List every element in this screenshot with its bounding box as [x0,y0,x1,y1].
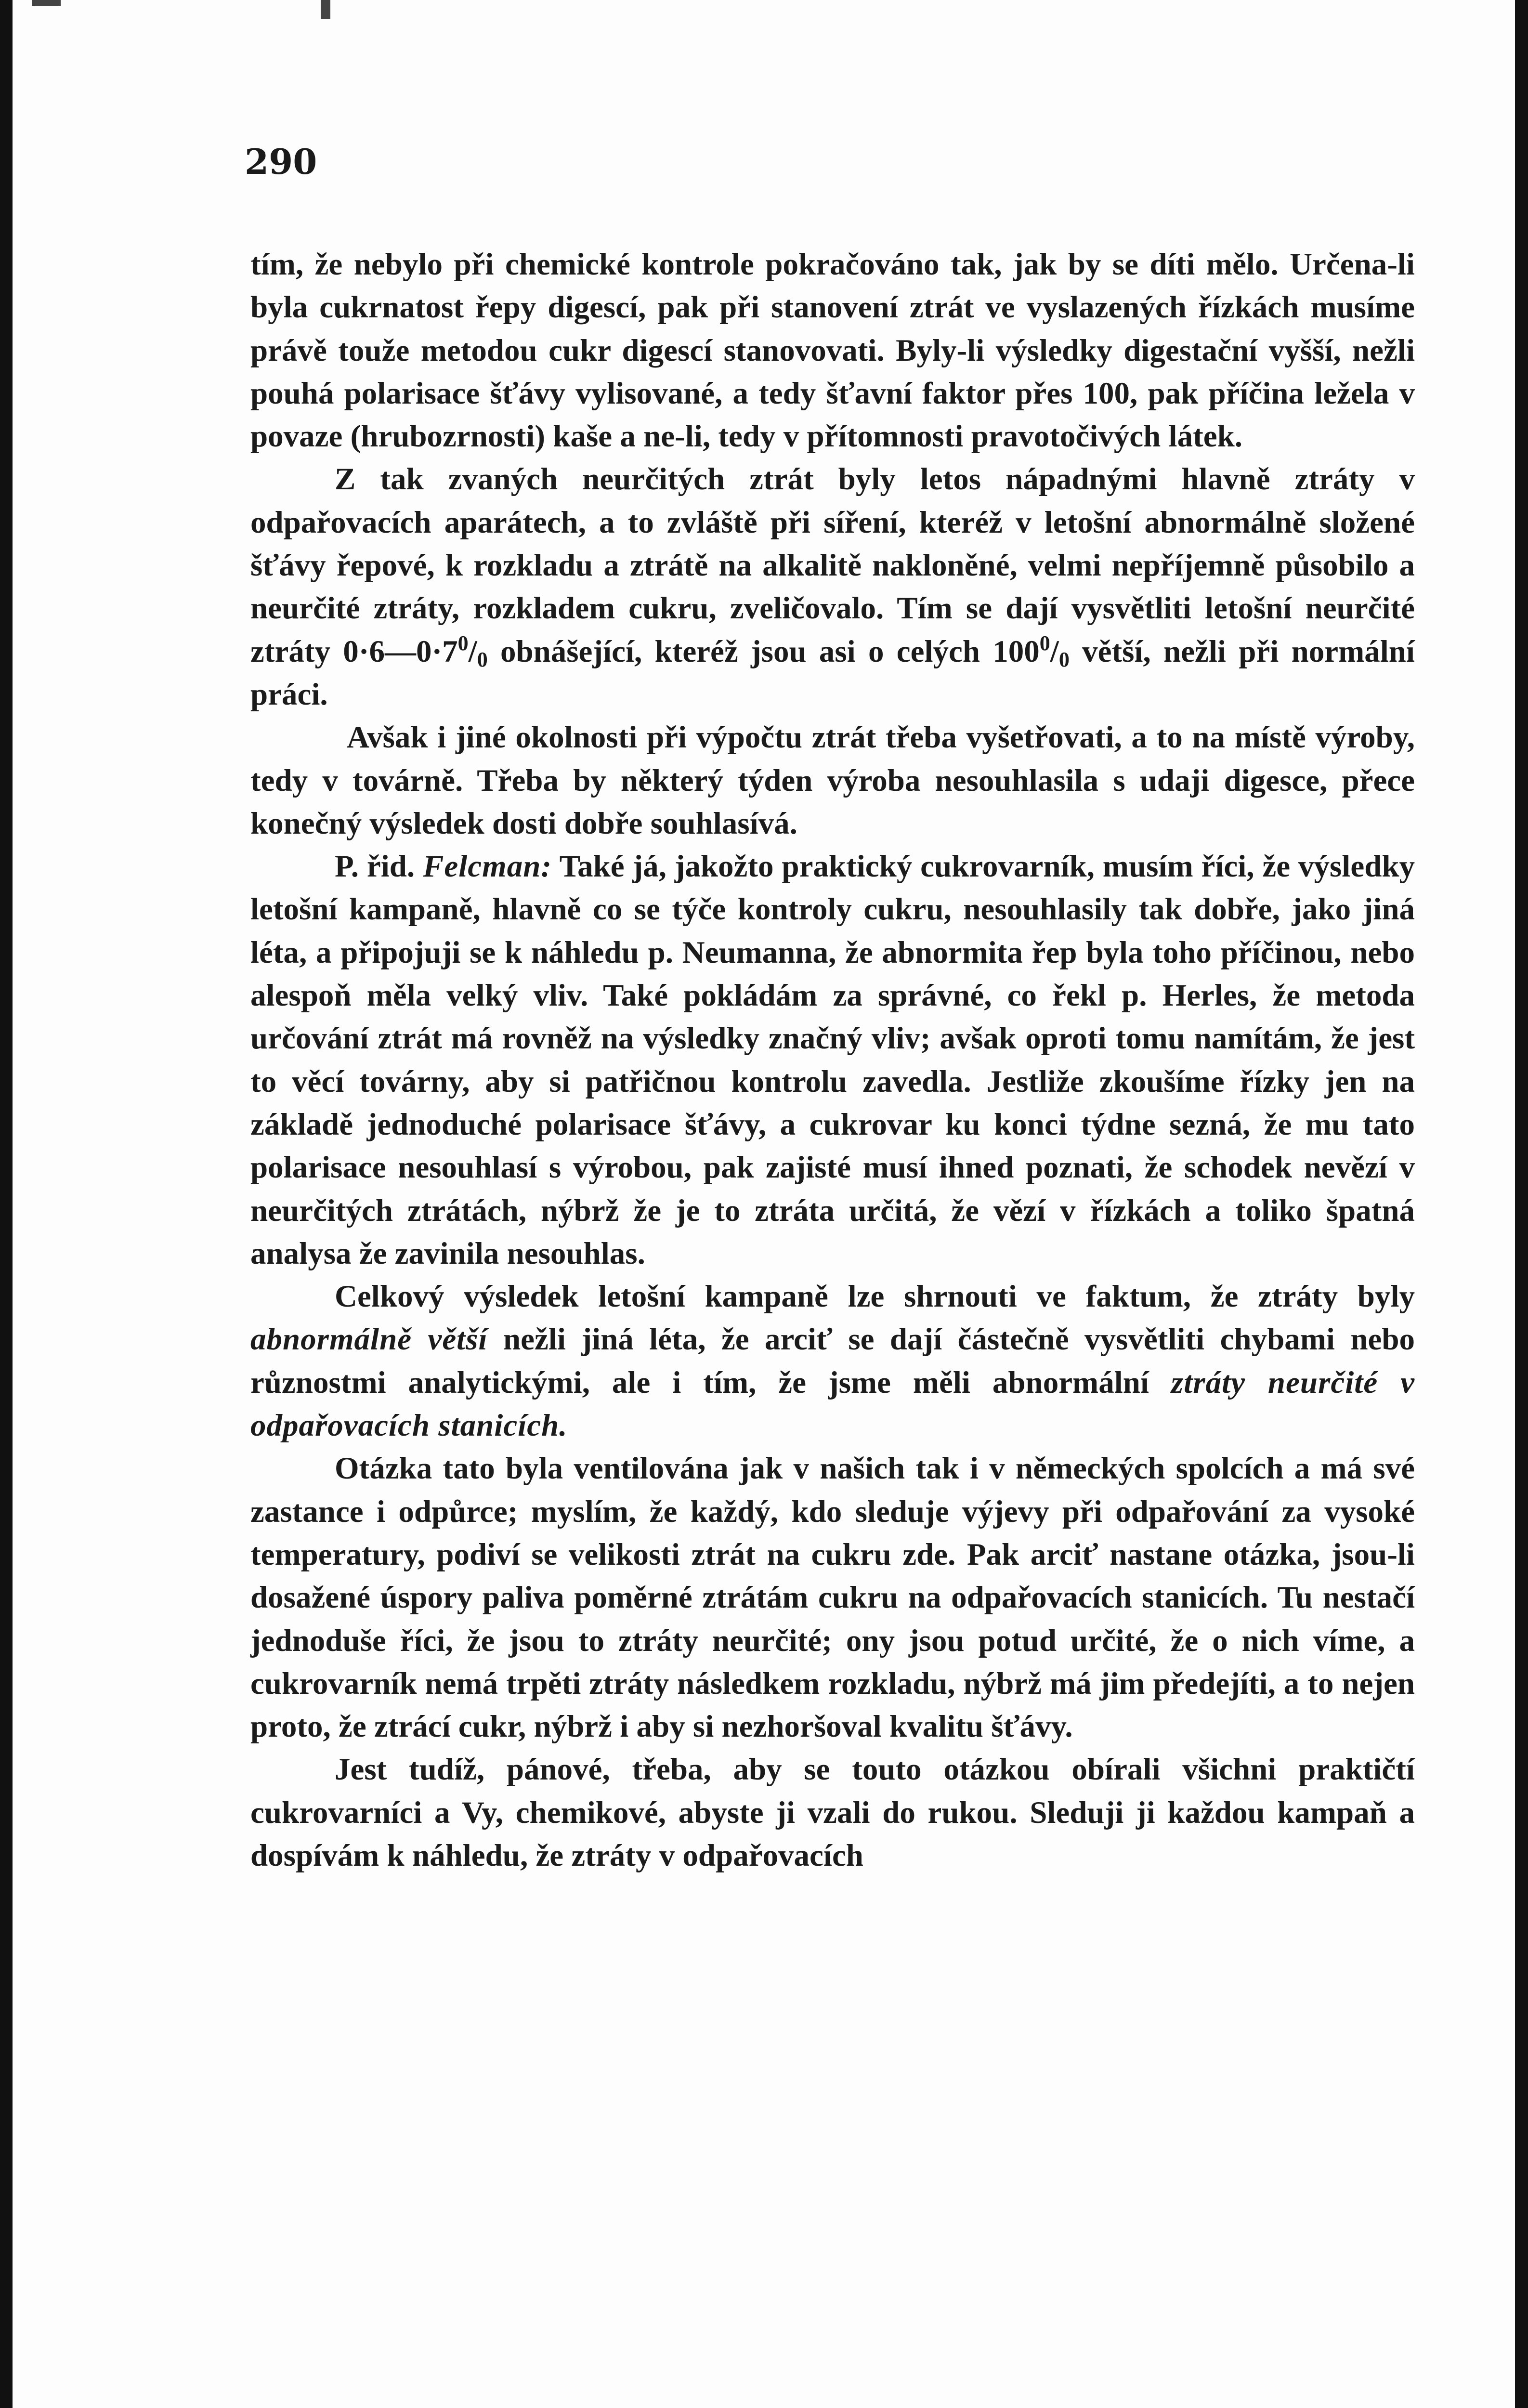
scan-right-border [1515,0,1528,2408]
paragraph [250,1275,1415,1447]
page-number: 290 [245,141,317,182]
book-page [13,0,1515,2408]
paragraph [250,1447,1415,1748]
paragraph [250,458,1415,716]
text-run: Také já, jakožto praktický cukrovarník, musím říci, že výsledky letošní kampaně, hlavně co se týče kontroly cukru, nesouhlasily tak dobře, jako jiná léta, a připojuji se k náhledu p. Neumanna, že abnormita řep byla toho příčinou, nebo alespoň měla velký vliv. Také pokládám za správné, co řekl p. Herles, že metoda určování ztrát má rovněž na výsledky značný vliv; avšak oproti tomu namítám, že jest to věcí továrny, aby si patřičnou kontrolu zavedla. Jestliže zkoušíme řízky jen na základě jednoduché polarisace šťávy, a cukrovar ku konci týdne sezná, že mu tato polarisace nesouhlasí s výrobou, pak zajisté musí ihned poznati, že schodek nevězí v neurčitých ztrátách, nýbrž že je to ztráta určitá, že vězí v řízkách a toliko špatná analysa že zavinila nesouhlas. [250,849,1415,1271]
text-run: Otázka tato byla ventilována jak v našich tak i v německých spolcích a má své zastance i odpůrce; myslím, že každý, kdo sleduje výjevy při odpařování za vysoké temperatury, podiví se velikosti ztrát na cukru zde. Pak arciť nastane otázka, jsou-li dosažené úspory paliva poměrné ztrátám cukru na odpařovacích stanicích. Tu nestačí jednoduše říci, že jsou to ztráty neurčité; ony jsou potud určité, že o nich víme, a cukrovarník nemá trpěti ztráty následkem rozkladu, nýbrž má jim předejíti, a to nejen proto, že ztrácí cukr, nýbrž i aby si nezhoršoval kvalitu šťávy. [250,1451,1415,1744]
text-run: tím, že nebylo při chemické kontrole pokračováno tak, jak by se díti mělo. Určena-li byla cukrnatost řepy digescí, pak při stanovení ztrát ve vyslazených řízkách musíme právě touže metodou cukr digescí stanovovati. Byly-li výsledky digestační vyšší, nežli pouhá polarisace šťávy vylisované, a tedy šťavní faktor přes 100, pak příčina ležela v povaze (hrubozrnosti) kaše a ne-li, tedy v přítomnosti pravotočivých látek. [250,247,1415,454]
paragraph [250,243,1415,458]
text-run: Avšak i jiné okolnosti při výpočtu ztrát třeba vyšetřovati, a to na místě výroby, tedy v továrně. Třeba by některý týden výroba nesouhlasila s udaji digesce, přece konečný výsledek dosti dobře souhlasívá. [250,720,1415,841]
text-run: obnášející, kteréž jsou asi o celých 100 [487,634,1040,669]
text-run: nežli jiná léta, že arciť se dají částečně vysvětliti chybami nebo různostmi analytickými, ale i tím, že jsme měli abnormální [250,1322,1415,1400]
paragraph [250,1748,1415,1877]
text-run: větší, nežli při normální práci. [250,634,1415,712]
italic-text: ztráty neurčité v odpařovacích stanicích. [250,1365,1415,1443]
scan-artifact [32,0,61,6]
text-run: Celkový výsledek letošní kampaně lze shrnouti ve faktum, že ztráty byly [335,1279,1415,1314]
text-run: P. řid. [335,849,423,884]
text-run: Z tak zvaných neurčitých ztrát byly letos nápadnými hlavně ztráty v odpařovacích aparátech, a to zvláště při síření, kteréž v letošní abnormálně složené šťávy řepové, k rozkladu a ztrátě na alkalitě nakloněné, velmi nepříjemně působilo a neurčité ztráty, rozkladem cukru, zveličovalo. Tím se dají vysvětliti letošní neurčité ztráty 0·6—0·7 [250,462,1415,669]
text-run: Jest tudíž, pánové, třeba, aby se touto otázkou obírali všichni praktičtí cukrovarníci a Vy, chemikové, abyste ji vzali do rukou. Sleduji ji každou kampaň a dospívám k náhledu, že ztráty v odpařovacích [250,1752,1415,1873]
scan-artifact [321,0,330,19]
percent-sign-part: / [468,634,477,669]
italic-text: Felcman: [423,849,552,884]
percent-sign-part: 0 [477,647,488,671]
paragraph [250,845,1415,1275]
percent-sign-part: 0 [457,631,469,655]
percent-sign-part: / [1050,634,1059,669]
body-text [250,243,1415,1877]
scan-left-border [0,0,13,2408]
italic-text: abnormálně větší [250,1322,488,1357]
percent-sign-part: 0 [1039,631,1050,655]
percent-sign-part: 0 [1058,647,1070,671]
paragraph [250,716,1415,845]
